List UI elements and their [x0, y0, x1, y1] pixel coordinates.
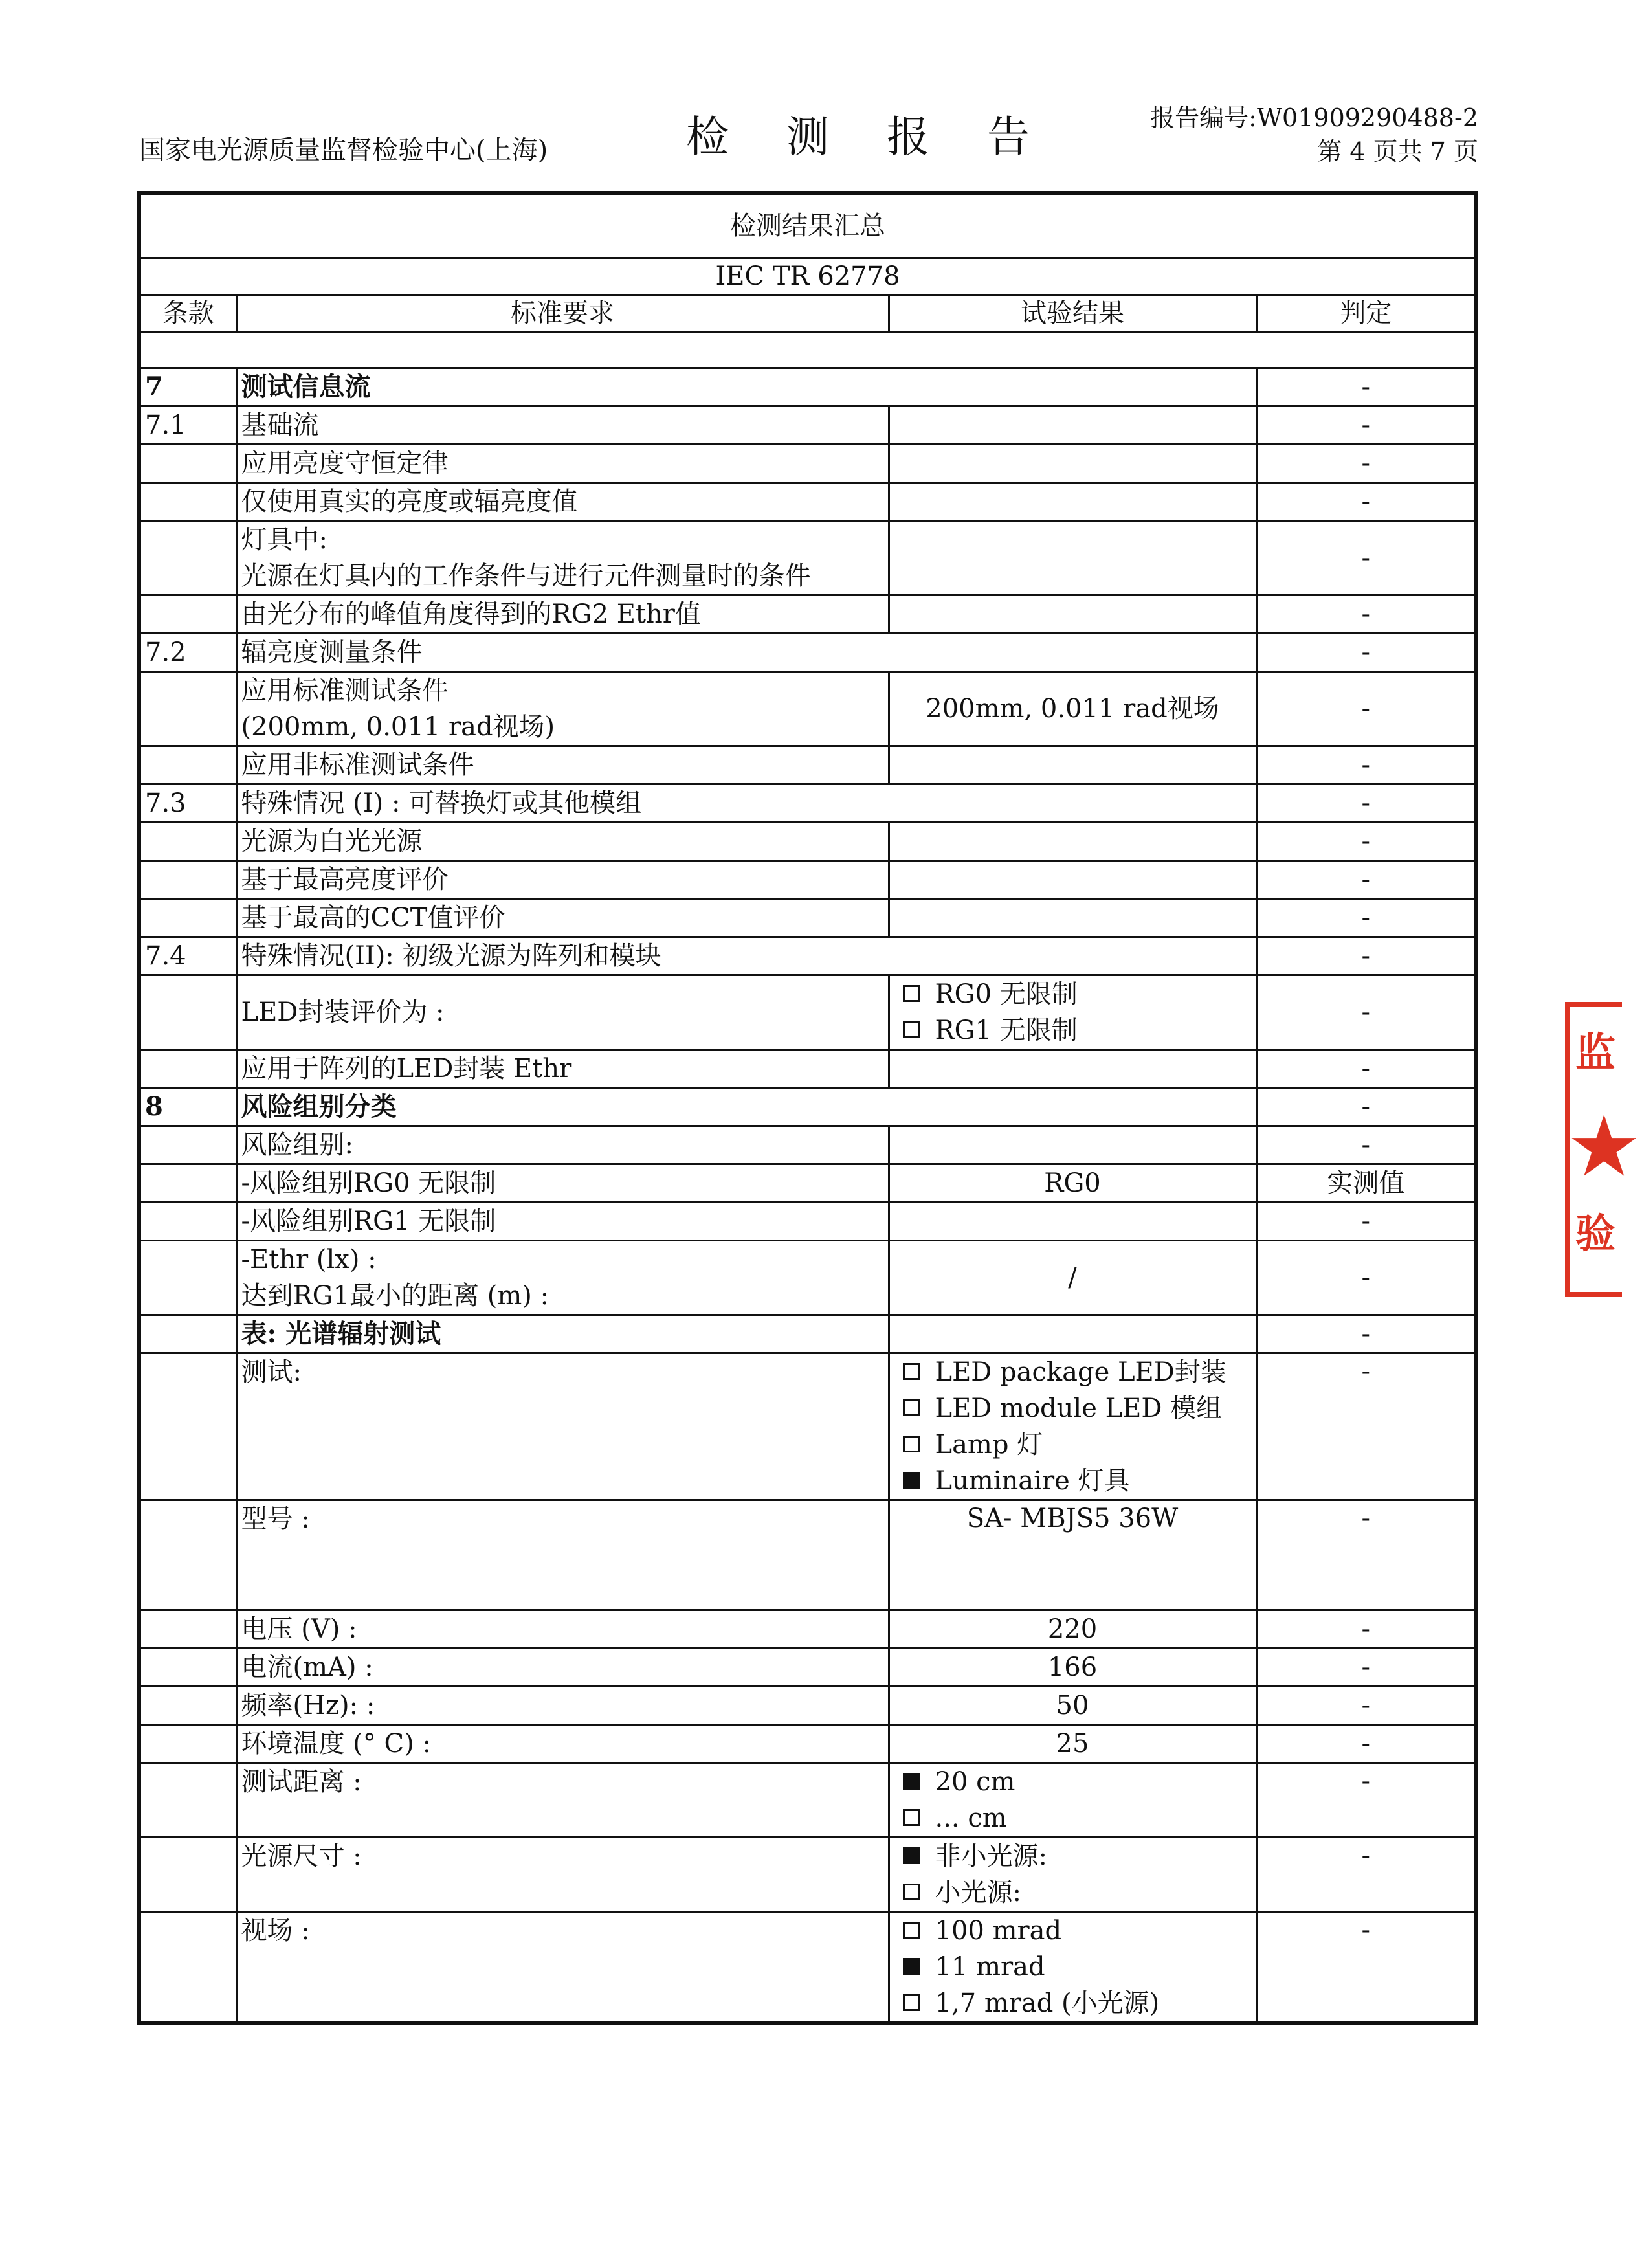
requirement-cell: 频率(Hz): : [236, 1686, 889, 1724]
checked-box-icon [903, 1773, 920, 1790]
checked-box-icon [903, 1472, 920, 1489]
checkbox-option [903, 1463, 1252, 1499]
clause-cell [139, 1126, 236, 1164]
report-number: 报告编号:W01909290488-2 [1150, 104, 1478, 132]
verdict-cell: - [1256, 937, 1476, 975]
checkbox-label: 11 mrad [935, 1951, 1045, 1982]
verdict-cell: - [1256, 1315, 1476, 1353]
requirement-cell: 辐亮度测量条件 [236, 633, 1256, 671]
verdict-cell: - [1256, 1610, 1476, 1648]
clause-cell [139, 1315, 236, 1353]
verdict-cell: - [1256, 1087, 1476, 1126]
checkbox-label: RG0 无限制 [935, 979, 1078, 1009]
table-row [139, 368, 1476, 406]
table-row [139, 595, 1476, 633]
result-cell [889, 860, 1256, 898]
column-header-result: 试验结果 [889, 295, 1256, 331]
checkbox-label: LED module LED 模组 [935, 1393, 1223, 1423]
requirement-cell: 光源为白光光源 [236, 822, 889, 860]
verdict-cell: - [1256, 520, 1476, 595]
verdict-cell: - [1256, 444, 1476, 482]
official-seal [1565, 1002, 1642, 1297]
column-header-requirement: 标准要求 [236, 295, 889, 331]
result-cell [889, 1762, 1256, 1837]
result-cell [889, 1315, 1256, 1353]
requirement-cell: LED封装评价为 : [236, 975, 889, 1049]
checked-box-icon [903, 1958, 920, 1975]
result-cell: 25 [889, 1724, 1256, 1762]
verdict-cell: - [1256, 898, 1476, 937]
clause-cell: 7.3 [139, 784, 236, 822]
unchecked-box-icon [903, 1363, 920, 1380]
column-header-verdict: 判定 [1256, 295, 1476, 331]
table-row [139, 633, 1476, 671]
requirement-cell: 应用于阵列的LED封装 Ethr [236, 1049, 889, 1087]
clause-cell [139, 1686, 236, 1724]
requirement-cell: 仅使用真实的亮度或辐亮度值 [236, 482, 889, 520]
table-row [139, 444, 1476, 482]
clause-cell: 7.4 [139, 937, 236, 975]
clause-cell [139, 1049, 236, 1087]
result-cell [889, 1837, 1256, 1911]
verdict-cell: - [1256, 595, 1476, 633]
spacer-row [139, 331, 1476, 368]
table-row [139, 1762, 1476, 1837]
verdict-cell: - [1256, 368, 1476, 406]
star-icon: ★ [1566, 1097, 1642, 1195]
table-row [139, 1049, 1476, 1087]
table-row [139, 784, 1476, 822]
requirement-cell: 测试: [236, 1353, 889, 1500]
checkbox-option [903, 1012, 1252, 1049]
clause-cell [139, 595, 236, 633]
unchecked-box-icon [903, 985, 920, 1002]
requirement-cell: 电压 (V) : [236, 1610, 889, 1648]
result-cell [889, 898, 1256, 937]
clause-cell [139, 1353, 236, 1500]
table-row [139, 1315, 1476, 1353]
result-cell: 50 [889, 1686, 1256, 1724]
table-row [139, 482, 1476, 520]
table-row [139, 1126, 1476, 1164]
table-row [139, 1240, 1476, 1315]
requirement-cell: 电流(mA) : [236, 1648, 889, 1686]
checked-box-icon [903, 1847, 920, 1864]
verdict-cell: - [1256, 633, 1476, 671]
result-cell [889, 1353, 1256, 1500]
checkbox-option [903, 1390, 1252, 1427]
result-cell [889, 406, 1256, 444]
clause-cell [139, 975, 236, 1049]
table-row [139, 1724, 1476, 1762]
table-title: 检测结果汇总 [139, 193, 1476, 258]
result-cell [889, 1126, 1256, 1164]
table-row [139, 1648, 1476, 1686]
requirement-cell: 测试距离 : [236, 1762, 889, 1837]
unchecked-box-icon [903, 1884, 920, 1900]
result-cell [889, 822, 1256, 860]
verdict-cell: - [1256, 1686, 1476, 1724]
clause-cell [139, 1762, 236, 1837]
verdict-cell: - [1256, 1240, 1476, 1315]
column-header-clause: 条款 [139, 295, 236, 331]
checkbox-option [903, 1838, 1252, 1874]
clause-cell [139, 444, 236, 482]
requirement-cell: 基础流 [236, 406, 889, 444]
clause-cell [139, 1500, 236, 1610]
requirement-cell: -风险组别RG0 无限制 [236, 1164, 889, 1202]
table-row [139, 975, 1476, 1049]
table-row [139, 671, 1476, 746]
checkbox-label: Lamp 灯 [935, 1429, 1043, 1460]
unchecked-box-icon [903, 1809, 920, 1826]
verdict-cell: - [1256, 1126, 1476, 1164]
clause-cell [139, 1648, 236, 1686]
requirement-cell: 灯具中: 光源在灯具内的工作条件与进行元件测量时的条件 [236, 520, 889, 595]
clause-cell [139, 1724, 236, 1762]
checkbox-label: Luminaire 灯具 [935, 1465, 1130, 1496]
checkbox-option [903, 1949, 1252, 1985]
clause-cell [139, 520, 236, 595]
table-row [139, 1087, 1476, 1126]
result-cell [889, 1049, 1256, 1087]
table-row [139, 1686, 1476, 1724]
clause-cell [139, 671, 236, 746]
page-number: 第 4 页共 7 页 [1317, 137, 1478, 166]
requirement-cell: 由光分布的峰值角度得到的RG2 Ethr值 [236, 595, 889, 633]
clause-cell [139, 1837, 236, 1911]
requirement-cell: 特殊情况 (I) : 可替换灯或其他模组 [236, 784, 1256, 822]
checkbox-option [903, 1427, 1252, 1463]
requirement-cell: 测试信息流 [236, 368, 1256, 406]
clause-cell [139, 1164, 236, 1202]
clause-cell [139, 482, 236, 520]
table-row [139, 1837, 1476, 1911]
verdict-cell: - [1256, 1724, 1476, 1762]
table-body [139, 368, 1476, 2023]
seal-text-bottom: 验 [1575, 1210, 1616, 1257]
requirement-cell: 环境温度 (° C) : [236, 1724, 889, 1762]
table-row [139, 937, 1476, 975]
requirement-cell: 型号 : [236, 1500, 889, 1610]
clause-cell: 7 [139, 368, 236, 406]
checkbox-option [903, 1354, 1252, 1390]
clause-cell [139, 1202, 236, 1240]
report-meta [1150, 101, 1478, 168]
verdict-cell: - [1256, 975, 1476, 1049]
verdict-cell: - [1256, 1648, 1476, 1686]
table-row [139, 406, 1476, 444]
requirement-cell: 风险组别分类 [236, 1087, 1256, 1126]
report-title: 检 测 报 告 [686, 112, 1052, 162]
checkbox-label: 20 cm [935, 1766, 1015, 1797]
verdict-cell: - [1256, 822, 1476, 860]
verdict-cell: - [1256, 746, 1476, 784]
checkbox-label: ... cm [935, 1803, 1007, 1833]
checkbox-label: LED package LED封装 [935, 1357, 1226, 1387]
unchecked-box-icon [903, 1021, 920, 1038]
result-cell [889, 975, 1256, 1049]
verdict-cell: - [1256, 1762, 1476, 1837]
verdict-cell: - [1256, 1911, 1476, 2023]
requirement-cell: 表: 光谱辐射测试 [236, 1315, 889, 1353]
standard-name: IEC TR 62778 [139, 258, 1476, 295]
result-cell: SA- MBJS5 36W [889, 1500, 1256, 1610]
clause-cell [139, 746, 236, 784]
results-table [137, 191, 1478, 2025]
clause-cell [139, 1610, 236, 1648]
result-cell [889, 520, 1256, 595]
requirement-cell: 应用亮度守恒定律 [236, 444, 889, 482]
checkbox-option [903, 976, 1252, 1012]
result-cell: 200mm, 0.011 rad视场 [889, 671, 1256, 746]
result-cell: 166 [889, 1648, 1256, 1686]
table-row [139, 1164, 1476, 1202]
verdict-cell: - [1256, 482, 1476, 520]
checkbox-label: 小光源: [935, 1877, 1021, 1907]
clause-cell: 7.1 [139, 406, 236, 444]
result-cell: 220 [889, 1610, 1256, 1648]
requirement-cell: -风险组别RG1 无限制 [236, 1202, 889, 1240]
unchecked-box-icon [903, 1399, 920, 1416]
unchecked-box-icon [903, 1436, 920, 1452]
result-cell [889, 482, 1256, 520]
checkbox-option [903, 1764, 1252, 1800]
checkbox-label: 1,7 mrad (小光源) [935, 1988, 1160, 2018]
seal-text-top: 监 [1575, 1028, 1616, 1076]
requirement-cell: 风险组别: [236, 1126, 889, 1164]
clause-cell [139, 1911, 236, 2023]
requirement-cell: 特殊情况(II): 初级光源为阵列和模块 [236, 937, 1256, 975]
checkbox-label: 非小光源: [935, 1841, 1047, 1871]
verdict-cell: - [1256, 1837, 1476, 1911]
clause-cell [139, 822, 236, 860]
result-cell: RG0 [889, 1164, 1256, 1202]
result-cell [889, 595, 1256, 633]
requirement-cell: 应用标准测试条件 (200mm, 0.011 rad视场) [236, 671, 889, 746]
result-cell [889, 1911, 1256, 2023]
checkbox-option [903, 1800, 1252, 1836]
table-row [139, 898, 1476, 937]
requirement-cell: 视场 : [236, 1911, 889, 2023]
org-name: 国家电光源质量监督检验中心(上海) [139, 135, 548, 165]
checkbox-label: 100 mrad [935, 1915, 1062, 1946]
requirement-cell: -Ethr (lx) : 达到RG1最小的距离 (m) : [236, 1240, 889, 1315]
table-row [139, 1610, 1476, 1648]
checkbox-option [903, 1985, 1252, 2021]
verdict-cell: 实测值 [1256, 1164, 1476, 1202]
table-row [139, 822, 1476, 860]
requirement-cell: 基于最高亮度评价 [236, 860, 889, 898]
unchecked-box-icon [903, 1994, 920, 2011]
clause-cell [139, 860, 236, 898]
clause-cell: 7.2 [139, 633, 236, 671]
result-cell [889, 1202, 1256, 1240]
result-cell [889, 444, 1256, 482]
checkbox-option [903, 1913, 1252, 1949]
requirement-cell: 光源尺寸 : [236, 1837, 889, 1911]
verdict-cell: - [1256, 1202, 1476, 1240]
table-row [139, 1202, 1476, 1240]
table-row [139, 1911, 1476, 2023]
table-row [139, 860, 1476, 898]
verdict-cell: - [1256, 1049, 1476, 1087]
requirement-cell: 应用非标准测试条件 [236, 746, 889, 784]
table-row [139, 1500, 1476, 1610]
checkbox-option [903, 1874, 1252, 1911]
table-row [139, 520, 1476, 595]
verdict-cell: - [1256, 1500, 1476, 1610]
clause-cell: 8 [139, 1087, 236, 1126]
verdict-cell: - [1256, 671, 1476, 746]
unchecked-box-icon [903, 1922, 920, 1939]
verdict-cell: - [1256, 860, 1476, 898]
result-cell: / [889, 1240, 1256, 1315]
clause-cell [139, 1240, 236, 1315]
verdict-cell: - [1256, 406, 1476, 444]
table-row [139, 746, 1476, 784]
table-row [139, 1353, 1476, 1500]
verdict-cell: - [1256, 1353, 1476, 1500]
verdict-cell: - [1256, 784, 1476, 822]
result-cell [889, 746, 1256, 784]
checkbox-label: RG1 无限制 [935, 1015, 1078, 1045]
clause-cell [139, 898, 236, 937]
requirement-cell: 基于最高的CCT值评价 [236, 898, 889, 937]
